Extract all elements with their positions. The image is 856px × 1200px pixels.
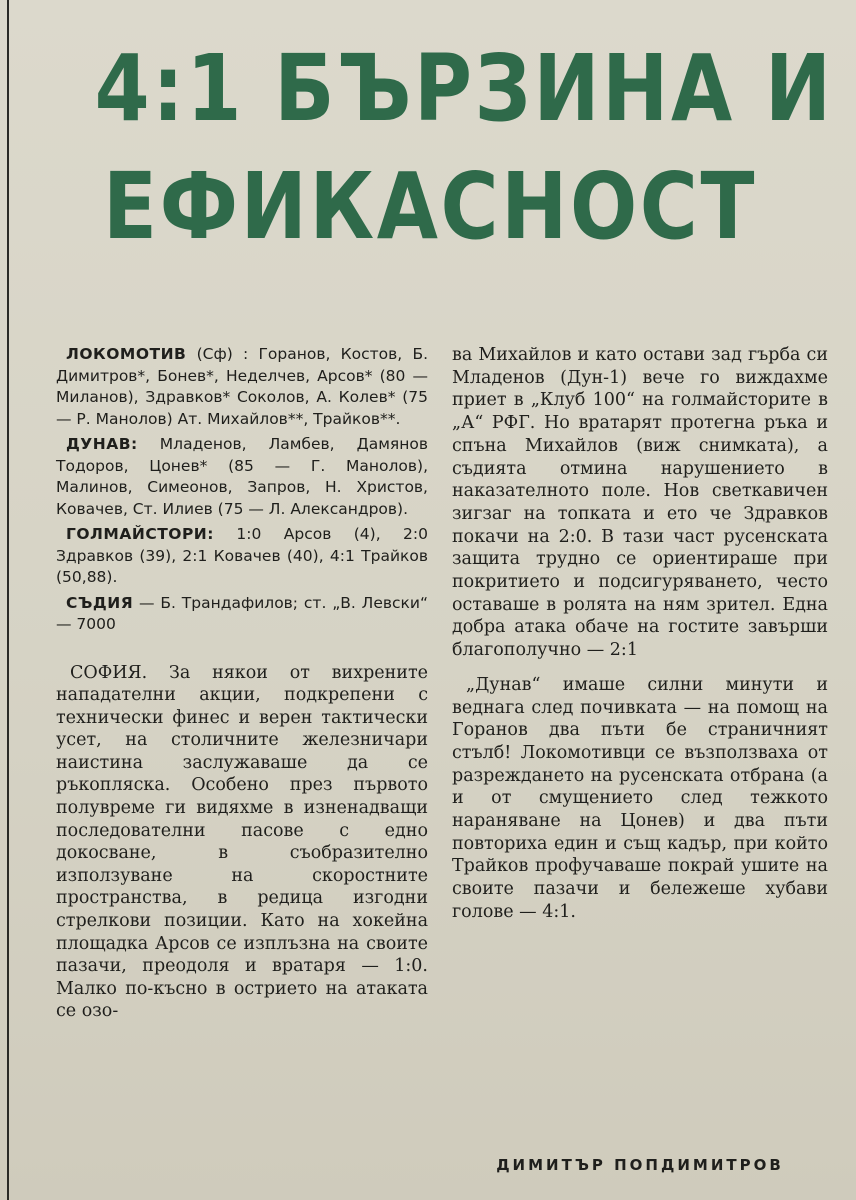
goalscorers [56,524,428,589]
column-rule [7,0,9,1200]
article-body-right-2: „Дунав“ имаше силни минути и веднага след почивката — на помощ на Горанов два пъти бе страничният стълб! Локомотивци се възползваха от разреждането на русенската отбрана (а и от смущението след тежкото нараняване на Цонев) и два пъти повториха един и същ кадър, при който Трайков профучаваше покрай ушите на своите пазачи и бележеше хубави голове — 4:1. [452,674,828,922]
article-body-left: СОФИЯ. За някои от вихрените нападателни акции, подкрепени с технически финес и верен тактически усет, на столичните железничари наистина заслужаваше да се ръкопляска. Особено през първото полувреме ги видяхме в изненадващи последователни пасове с едно докосване, в съобразително използуване на скоростните пространства, в редица изгодни стрелкови позиции. Като на хокейна площадка Арсов се изплъзна на своите пазачи, преодоля и вратаря — 1:0. Малко по-късно в острието на атаката се озо- [56,662,428,1022]
lineup-text: (Сф) : Горанов, Костов, Б. Димитров*, Бонев*, Неделчев, Арсов* (80 — Миланов), Здравков* Соколов, А. Колев* (75 — Р. Манолов) Ат. Михайлов**, Трайков**. [56,345,428,428]
lineup-text: Младенов, Ламбев, Дамянов Тодоров, Цонев* (85 — Г. Манолов), Малинов, Симеонов, Запров, Н. Христов, Ковачев, Ст. Илиев (75 — Л. Александров). [56,435,428,518]
headline-line-1: 4:1 БЪРЗИНА И [94,35,834,142]
headline-line-2: ЕФИКАСНОСТ [102,153,758,260]
lineup-label: ГОЛМАЙСТОРИ: [66,525,214,543]
left-column [56,344,428,1023]
right-column [452,344,828,924]
headline [94,30,834,266]
article-body-right-1: ва Михайлов и като остави зад гърба си Младенов (Дун-1) вече го виждахме приет в „Клуб 100“ на голмайсторите в „А“ РФГ. Но вратарят протегна ръка и спъна Михайлов (виж снимката), а съдията отмина нарушението в наказателното поле. Нов светкавичен зигзаг на топката и ето че Здравков покачи на 2:0. В тази част русенската защита трудно се ориентираше при покритието и подсигуряването, често оставаше в ролята на ням зрител. Една добра атака обаче на гостите завърши благополучно — 2:1 [452,345,828,661]
referee [56,593,428,636]
lineup-lokomotiv [56,344,428,430]
lineup-label: ДУНАВ: [66,435,138,453]
lineup-label: ЛОКОМОТИВ [66,345,187,363]
lineup-label: СЪДИЯ [66,593,134,612]
lineup-text: — Б. Трандафилов; ст. „В. Левски“ — 7000 [56,593,428,633]
lineup-text: 1:0 Арсов (4), 2:0 Здравков (39), 2:1 Ковачев (40), 4:1 Трайков (50,88). [56,525,428,586]
author-byline: ДИМИТЪР ПОПДИМИТРОВ [496,1156,784,1174]
lineup-dunav [56,434,428,520]
